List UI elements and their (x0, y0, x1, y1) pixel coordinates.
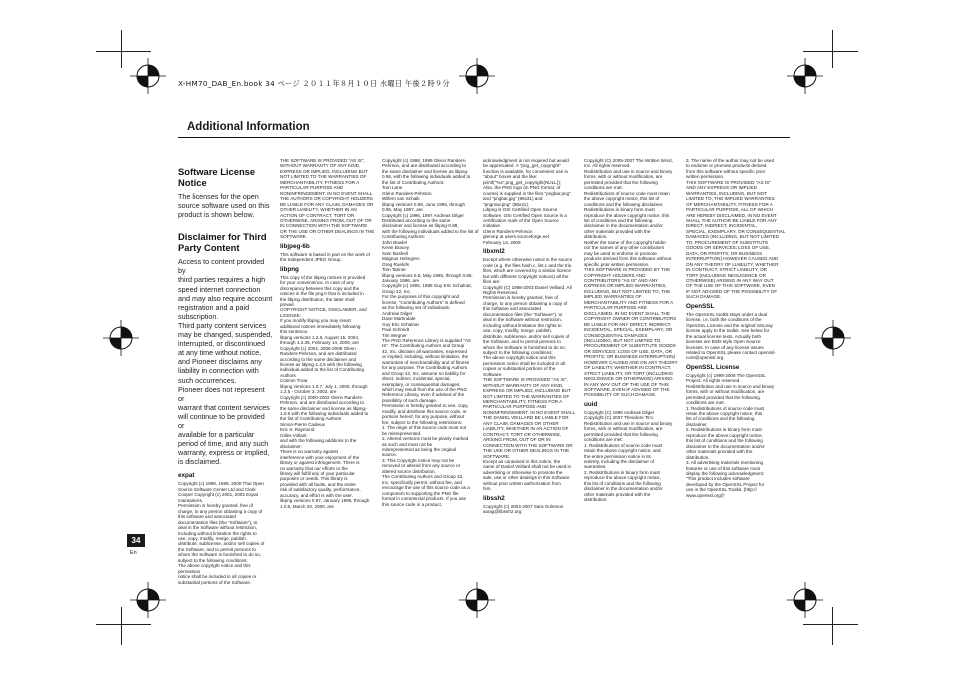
libssh2-heading: libssh2 (483, 494, 505, 502)
openssl-heading: OpenSSL (686, 302, 715, 310)
registration-mark-bottom-center (459, 582, 495, 618)
registration-mark-bottom-left (130, 582, 166, 618)
license-notice-heading: Software License Notice (178, 166, 256, 188)
page-language: En (130, 550, 137, 556)
page-number-tab: 34 (127, 534, 145, 547)
column-5 (584, 158, 682, 503)
libxml2-text: Except where otherwise noted in the source code (e.g. the files hash.c, list.c and the trio files, which are covered by a similar licence but with different Copyright notices) all the files are: Copyright (C) 1998-2003 Daniel Veillard. All Rights Reserved. Permission is hereby granted, free of charge, to any person obtaining a copy of this software and associated documentation files (the "Software"), to deal in the Software without restriction, including without limitation the rights to use, copy, modify, merge, publish, distribute, sublicense, and/or sell copies of the Software, and to permit persons to whom the Software is furnished to do so, subject to the following conditions: The above copyright notice and this permission notice shall be included in all copies or substantial portions of the Software. THE SOFTWARE IS PROVIDED "AS IS", WITHOUT WARRANTY OF ANY KIND, EXPRESS OR IMPLIED, INCLUDING BUT NOT LIMITED TO THE WARRANTIES OF MERCHANTABILITY, FITNESS FOR A PARTICULAR PURPOSE AND NONINFRINGEMENT. IN NO EVENT SHALL THE DANIEL VEILLARD BE LIABLE FOR ANY CLAIM, DAMAGES OR OTHER LIABILITY, WHETHER IN AN ACTION OF CONTRACT, TORT OR OTHERWISE, ARISING FROM, OUT OF OR IN CONNECTION WITH THE SOFTWARE OR THE USE OR OTHER DEALINGS IN THE SOFTWARE. Except as contained in this notice, the name of Daniel Veillard shall not be used in advertising or otherwise to promote the sale, use or other dealings in this Software without prior written authorization from him. (483, 257, 576, 492)
crop-mark-tl-v (121, 30, 122, 68)
registration-mark-top-right (787, 58, 823, 94)
col3-libpng-continued-text: Copyright (c) 1998, 1999 Glenn Randers- Pehrson, and are distributed according to the same disclaimer and license as libpng- 0.96, with the following individuals added to the list of Contributing Authors: Tom Lane Glenn Randers-Pehrson Willem van Schaik libpng versions 0.89, June 1996, through 0.96, May 1997, are Copyright (c) 1996, 1997 Andreas Dilger Distributed according to the same disclaimer and license as libpng-0.88, with the following individuals added to the list of Contributing Authors: John Bowler Kevin Bracey Sam Bushell Magnus Holmgren Greg Roelofs Tom Tanner libpng versions 0.5, May 1995, through 0.88, January 1996, are Copyright (c) 1995, 1996 Guy Eric Schalnat, Group 42, Inc. For the purposes of this copyright and license, "Contributing Authors" is defined as the following set of individuals: Andreas Dilger Dave Martindale Guy Eric Schalnat Paul Schmidt Tim Wegner The PNG Reference Library is supplied "AS IS". The Contributing Authors and Group 42, Inc. disclaim all warranties, expressed or implied, including, without limitation, the warranties of merchantability and of fitness for any purpose. The Contributing Authors and Group 42, Inc. assume no liability for direct, indirect, incidental, special, exemplary, or consequential damages, which may result from the use of the PNG Reference Library, even if advised of the possibility of such damage. Permission is hereby granted to use, copy, modify, and distribute this source code, or portions hereof, for any purpose, without fee, subject to the following restrictions: 1. The origin of this source code must not be misrepresented. 2. Altered versions must be plainly marked as such and must not be misrepresented as being the original source. 3. This Copyright notice may not be removed or altered from any source or altered source distribution. The Contributing Authors and Group 42, Inc. specifically permit, without fee, and encourage the use of this source code as a component to supporting the PNG file format in commercial products. If you use this source code in a product, (382, 158, 479, 507)
disclaimer-text: Access to content provided by third parties requires a high speed internet connection and may also require account registration and a paid subscription. Third party content services may be changed, suspended, interrupted, or discontinued at any time without notice, and Pioneer disclaims any liability in connection with such occurrences. Pioneer does not represent or warrant that content services will continue to be provided or available for a particular period of time, and any such warranty, express or implied, is disclaimed. (178, 257, 273, 467)
crop-mark-tr-h (803, 51, 858, 52)
openssl-license-heading: OpenSSL License (686, 363, 740, 371)
crop-mark-bl-h (96, 624, 151, 625)
section-title: Additional Information (187, 121, 310, 133)
column-3 (382, 158, 480, 507)
libjpeg-heading: libjpeg-6b (280, 242, 310, 250)
openssl-license-text: Copyright (c) 1998-2008 The OpenSSL Project. All rights reserved. Redistribution and use in source and binary forms, with or without modification, are permitted provided that the following conditions are met: 1. Redistributions of source code must retain the above copyright notice, this list of conditions and the following disclaimer. 2. Redistributions in binary form must reproduce the above copyright notice, this list of conditions and the following disclaimer in the documentation and/or other materials provided with the distribution. 3. All advertising materials mentioning features or use of this software must display the following acknowledgment: "This product includes software developed by the OpenSSL Project for use in the OpenSSL Toolkit. (http:// www.openssl.org/)" (686, 372, 775, 498)
libssh2-text: Copyright (c) 2004-2007 Sara Golemon sarag@libssh2.org (483, 503, 564, 515)
col4-libpng-end-text: acknowledgment is not required but would be appreciated. A "png_get_copyright" function is available, for convenient use in "about" boxes and the like: printf("%s",png_get_copyright(NULL)); Also, the PNG logo (in PNG format, of course) is supplied in the files "pngbar.png" and "pngbar.jpg" (88x31) and "pngnow.png" (98x31). Libpng is OSI Certified Open Source Software. OSI Certified Open Source is a certification mark of the Open Source Initiative. Glenn Randers-Pehrson glennrp at users.sourceforge.net February 14, 2009 (483, 158, 571, 245)
registration-mark-middle-right (815, 320, 851, 356)
license-notice-text: The licenses for the open source software used on this product is shown below. (178, 192, 270, 220)
registration-mark-top-center (459, 58, 495, 94)
crop-mark-tl-h (96, 51, 151, 52)
disclaimer-heading: Disclaimer for Third Party Content (178, 231, 267, 254)
uuid-text: Copyright (C) 1996 Andreas Dilger Copyright (C) 2007 Theodore Ts'o. Redistribution and use in source and binary forms, with or without modification, are permitted provided that the following conditions are met: 1. Redistributions of source code must retain the above copyright notice, and the entire permission notice in its entirety, including the disclaimer of warranties. 2. Redistributions in binary form must reproduce the above copyright notice, this list of conditions and the following disclaimer in the documentation and/or other materials provided with the distribution. (584, 409, 673, 503)
crop-mark-bl-v (121, 607, 122, 645)
column-2 (280, 158, 378, 509)
column-1 (178, 158, 273, 585)
print-header: X-HM70_DAB_En.book 34 ページ ２０１１年８月１０日 水曜日 午後２時９分 (178, 79, 450, 88)
libxml2-heading: libxml2 (483, 248, 505, 256)
openssl-text: The OpenSSL toolkit stays under a dual license, i.e. both the conditions of the OpenSSL License and the original SSLeay license apply to the toolkit. See below for the actual license texts. Actually both licenses are BSD-style Open Source licenses. In case of any license issues related to OpenSSL please contact openssl- core@openssl.org. (686, 311, 776, 361)
registration-mark-bottom-right (787, 582, 823, 618)
col6-uuid-end-text: 3. The name of the author may not be used to endorse or promote products derived from this software without specific prior written permission. THIS SOFTWARE IS PROVIDED "AS IS" AND ANY EXPRESS OR IMPLIED WARRANTIES, INCLUDING, BUT NOT LIMITED TO, THE IMPLIED WARRANTIES OF MERCHANTABILITY, FITNESS FOR A PARTICULAR PURPOSE, ALL OF WHICH ARE HEREBY DISCLAIMED. IN NO EVENT SHALL THE AUTHOR BE LIABLE FOR ANY DIRECT, INDIRECT, INCIDENTAL, SPECIAL, EXEMPLARY, OR CONSEQUENTIAL DAMAGES (INCLUDING, BUT NOT LIMITED TO, PROCUREMENT OF SUBSTITUTE GOODS OR SERVICES; LOSS OF USE, DATA, OR PROFITS; OR BUSINESS INTERRUPTION) HOWEVER CAUSED AND ON ANY THEORY OF LIABILITY, WHETHER IN CONTRACT, STRICT LIABILITY, OR TORT (INCLUDING NEGLIGENCE OR OTHERWISE) ARISING IN ANY WAY OUT OF THE USE OF THIS SOFTWARE, EVEN IF NOT ADVISED OF THE POSSIBILITY OF SUCH DAMAGE. (686, 158, 786, 300)
uuid-heading: uuid (584, 400, 598, 408)
libpng-text: This copy of the libpng notices is provided for your convenience. In case of any discrepancy between this copy and the notices in the file png.h that is included in the libpng distribution, the latter shall prevail. COPYRIGHT NOTICE, DISCLAIMER, and LICENSE: If you modify libpng you may insert additional notices immediately following this sentence. libpng versions 1.2.6, August 15, 2004, through 1.2.35, February 14, 2009, are Copyright (c) 2004, 2006-2008 Glenn Randers-Pehrson, and are distributed according to the same disclaimer and license as libpng-1.2.5 with the following individual added to the list of Contributing Authors Cosmin Truta libpng versions 1.0.7, July 1, 2000, through 1.2.5 - October 3, 2002, are Copyright (c) 2000-2002 Glenn Randers- Pehrson, and are distributed according to the same disclaimer and license as libpng- 1.0.6 with the following individuals added to the list of Contributing Authors Simon-Pierre Cadieux Eric S. Raymond Gilles Vollant and with the following additions to the disclaimer: There is no warranty against interference with your enjoyment of the library or against infringement. There is no warranty that our efforts or the library will fulfill any of your particular purposes or needs. This library is provided with all faults, and the entire risk of satisfactory quality, performance, accuracy, and effort is with the user. libpng versions 0.97, January 1998, through 1.0.6, March 20, 2000, are (280, 274, 370, 509)
registration-mark-middle-left (103, 320, 139, 356)
libpng-heading: libpng (280, 265, 299, 273)
col2-warranty-text: THE SOFTWARE IS PROVIDED "AS IS", WITHOUT WARRANTY OF ANY KIND, EXPRESS OR IMPLIED, INCLUDING BUT NOT LIMITED TO THE WARRANTIES OF MERCHANTABILITY, FITNESS FOR A PARTICULAR PURPOSE AND NONINFRINGEMENT. IN NO EVENT SHALL THE AUTHORS OR COPYRIGHT HOLDERS BE LIABLE FOR ANY CLAIM, DAMAGES OR OTHER LIABILITY, WHETHER IN AN ACTION OF CONTRACT, TORT OR OTHERWISE, ARISING FROM, OUT OF OR IN CONNECTION WITH THE SOFTWARE OR THE USE OR OTHER DEALINGS IN THE SOFTWARE. (280, 158, 375, 240)
crop-mark-br-h (803, 624, 858, 625)
crop-mark-br-v (832, 607, 833, 645)
expat-heading: expat (178, 472, 195, 480)
col5-libssh2-license-text: Copyright (C) 2005-2007 The Written Word, Inc. All rights reserved. Redistribution and use in source and binary forms, with or without modification, are permitted provided that the following conditions are met: Redistributions of source code must retain the above copyright notice, this list of conditions and the following disclaimer. Redistributions in binary form must reproduce the above copyright notice, this list of conditions and the following disclaimer in the documentation and/or other materials provided with the distribution. Neither the name of the copyright holder nor the names of any other contributors may be used to endorse or promote products derived from this software without specific prior written permission. THIS SOFTWARE IS PROVIDED BY THE COPYRIGHT HOLDERS AND CONTRIBUTORS "AS IS" AND ANY EXPRESS OR IMPLIED WARRANTIES, INCLUDING, BUT NOT LIMITED TO, THE IMPLIED WARRANTIES OF MERCHANTABILITY AND FITNESS FOR A PARTICULAR PURPOSE ARE DISCLAIMED. IN NO EVENT SHALL THE COPYRIGHT OWNER OR CONTRIBUTORS BE LIABLE FOR ANY DIRECT, INDIRECT, INCIDENTAL, SPECIAL, EXEMPLARY, OR CONSEQUENTIAL DAMAGES (INCLUDING, BUT NOT LIMITED TO, PROCUREMENT OF SUBSTITUTE GOODS OR SERVICES; LOSS OF USE, DATA, OR PROFITS; OR BUSINESS INTERRUPTION) HOWEVER CAUSED AND ON ANY THEORY OF LIABILITY, WHETHER IN CONTRACT, STRICT LIABILITY, OR TORT (INCLUDING NEGLIGENCE OR OTHERWISE) ARISING IN ANY WAY OUT OF THE USE OF THIS SOFTWARE, EVEN IF ADVISED OF THE POSSIBILITY OF SUCH DAMAGE. (584, 158, 678, 398)
column-6 (686, 158, 786, 498)
libjpeg-text: This software is based in part on the work of the Independent JPEG Group. (280, 251, 370, 263)
expat-text: Copyright (c) 1998, 1999, 2000 Thai Open Source Software Center Ltd and Clark Cooper Copyright (c) 2001, 2002 Expat maintainers. Permission is hereby granted, free of charge, to any person obtaining a copy of this software and associated documentation files (the "Software"), to deal in the Software without restriction, including without limitation the rights to use, copy, modify, merge, publish, distribute, sublicense, and/or sell copies of the Software, and to permit persons to whom the Software is furnished to do so, subject to the following conditions: The above copyright notice and this permission notice shall be included in all copies or substantial portions of the Software. (178, 481, 265, 585)
column-4 (483, 158, 581, 515)
registration-mark-top-left (130, 58, 166, 94)
title-rule (178, 137, 790, 138)
crop-mark-tr-v (832, 30, 833, 68)
